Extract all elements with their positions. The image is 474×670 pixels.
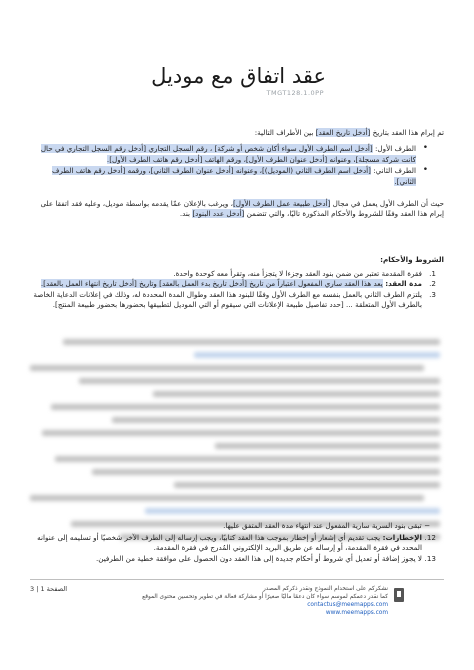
intro-paragraph: تم إبرام هذا العقد بتاريخ [أدخل تاريخ العقد] بين الأطراف التالية:: [254, 128, 444, 137]
term-item-1: 1. فقرة المقدمة تعتبر من ضمن بنود العقد وجزءا لا يتجزأ منه، وتقرأ معه كوحدة واحدة.: [173, 269, 436, 278]
late-terms-list: [28, 533, 436, 564]
terms-heading: الشروط والأحكام:: [380, 255, 444, 264]
clauses-count-field[interactable]: [أدخل عدد البنود]: [192, 209, 245, 219]
footer-divider: [30, 579, 444, 580]
blurred-content: [30, 332, 440, 547]
parties-list: [30, 143, 430, 187]
term-item-2: 2. مدة العقد: يعد هذا العقد ساري المفعول اعتباراً من تاريخ [أدخل تاريخ بدء العمل بالعقد] وتاريخ [أدخل تاريخ انتهاء العمل بالعقد].: [40, 279, 436, 289]
footer-email-link[interactable]: contactus@meemapps.com: [307, 602, 388, 608]
document-title: عقد اتفاق مع موديل: [151, 64, 326, 88]
term-item-3: 3. يلتزم الطرف الثاني بالعمل بنفسه مع الطرف الأول وفقًا للبنود هذا العقد وطوال المدة المحددة له، وذلك في إعلانات الدعاية الخاصة بالطرف الأول المتعلقة ... [حدد تفاصيل طبيعة الإعلانات التي سيقوم أو التي الموديل لتطبيقها بحضورها بحضور طبيعة المنتج].: [33, 289, 436, 310]
party-one-item: • الطرف الأول: [أدخل اسم الطرف الأول سواء أكان شخص أو شركة] ، رقم السجل التجاري [أدخل رقم السجل التجاري في حال كانت شركة مسجلة]، وعنوانه [أدخل عنوان الطرف الأول]، ورقم الهاتف [أدخل رقم هاتف الطرف الأول].: [30, 143, 430, 165]
page-number: الصفحة 1 | 3: [30, 585, 68, 593]
term-item-13: 13. لا يجوز إضافة أو تعديل أي شروط أو أحكام جديدة إلى هذا العقد دون الحصول على موافقة خطية من الطرفين.: [95, 553, 436, 563]
terms-list: [28, 269, 436, 311]
party-two-fields[interactable]: [أدخل اسم الطرف الثاني (الموديل)]، وعنوانه [أدخل عنوان الطرف الثاني]، ورقمه [أدخل رقم هاتف الطرف الثاني].: [51, 166, 416, 186]
contract-date-field[interactable]: [أدخل تاريخ العقد]: [315, 128, 371, 137]
footer-site-link[interactable]: www.meemapps.com: [325, 610, 388, 616]
party-one-fields[interactable]: [أدخل اسم الطرف الأول سواء أكان شخص أو شركة] ، رقم السجل التجاري [أدخل رقم السجل التجاري في حال كانت شركة مسجلة]، وعنوانه [أدخل عنوان الطرف الأول]، ورقم الهاتف [أدخل رقم هاتف الطرف الأول].: [40, 144, 416, 164]
confidentiality-tail: − تبقى بنود السرية سارية المفعول عند انتهاء مدة العقد المتفق عليها.: [223, 521, 430, 530]
term-item-12: 12. الإخطارات: يجب تقديم أي إشعار أو إخطار بموجب هذا العقد كتابيًا، ويجب إرساله إلى الطرف الآخر شخصيًا أو تسليمه إلى عنوانه المحدد في فقرة المقدمة، أو إرساله عن طريق البريد الإلكتروني المُدرج في فقرة المقدمة.: [37, 533, 436, 553]
document-code: TMGT128.1.0PP: [266, 89, 324, 97]
party-two-item: • الطرف الثاني: [أدخل اسم الطرف الثاني (الموديل)]، وعنوانه [أدخل عنوان الطرف الثاني]، ورقمه [أدخل رقم هاتف الطرف الثاني].: [30, 165, 430, 187]
preamble-paragraph: حيث أن الطرف الأول يعمل في مجال [أدخل طبيعة عمل الطرف الأول]، ويرغب بالإعلان عمّا يقدمه بواسطة موديل، وعليه فقد اتفقا على إبرام هذا العقد وفقًا للشروط والأحكام المذكورة تاليًا، والتي تتضمن [أدخل عدد البنود] بند.: [40, 199, 444, 219]
brand-logo-icon: [394, 588, 404, 602]
business-type-field[interactable]: [أدخل طبيعة عمل الطرف الأول]: [232, 199, 331, 208]
footer-text: نشكركم على استخدام النموذج ونقدر ذكركم المصدر كما نقدر دعمكم لموسم سواء كان دعمًا ماليًا صغيرًا أو مشاركة فعالة في تطوير وتحسين محتوى الموقع contactus@meemapps.com www.meemapps.com: [142, 586, 388, 616]
